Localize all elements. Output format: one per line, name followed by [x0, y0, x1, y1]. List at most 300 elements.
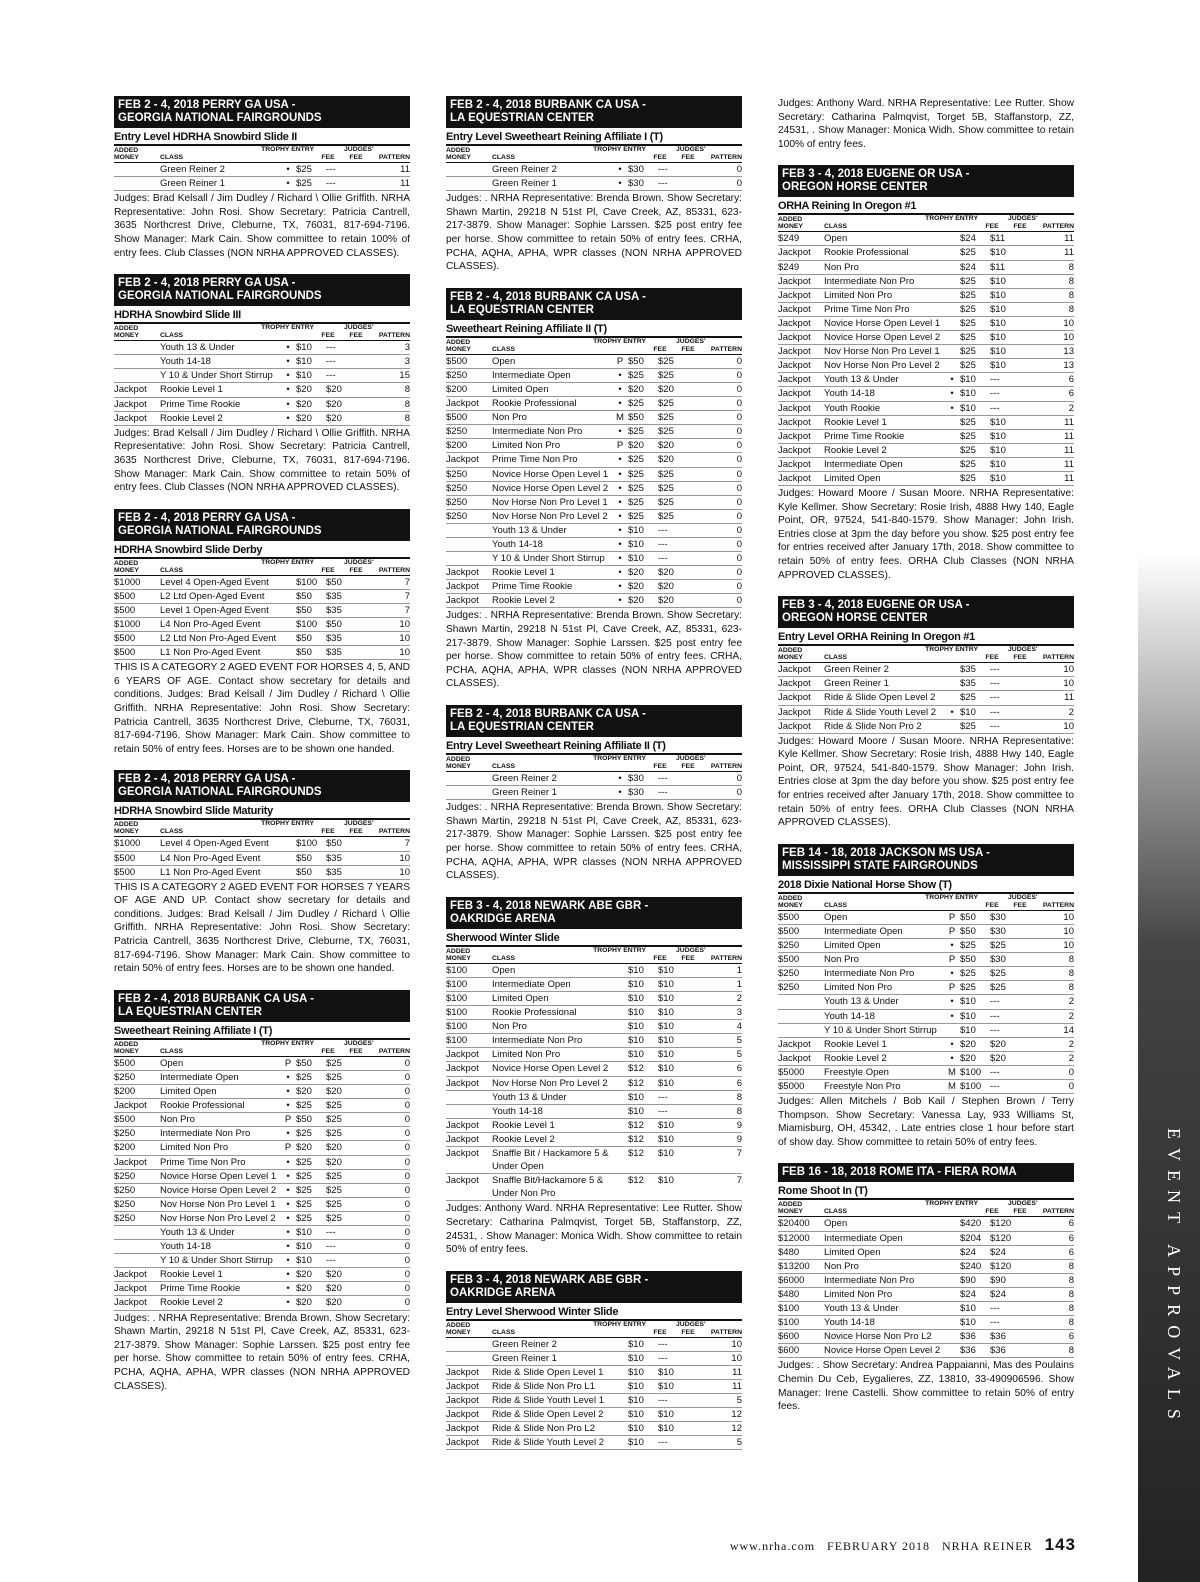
table-row	[778, 1274, 1074, 1288]
pattern-number: 3	[736, 1007, 742, 1019]
table-row	[446, 425, 742, 439]
added-money: Jackpot	[446, 581, 479, 593]
table-row	[778, 911, 1074, 925]
pattern-number: 0	[404, 1128, 410, 1140]
trophy-mark: P	[284, 1057, 292, 1069]
trophy-mark	[948, 1274, 956, 1287]
judges-label: JUDGES'	[676, 337, 706, 345]
table-row	[114, 1198, 410, 1212]
entry-fee: $10	[628, 1352, 644, 1364]
event-block	[778, 165, 1074, 582]
trophy-entry-label	[261, 559, 314, 566]
trophy-label: TROPHY	[593, 946, 622, 954]
page-footer	[730, 1535, 1076, 1555]
trophy-mark	[616, 992, 624, 1005]
pattern-number: 8	[1068, 1345, 1074, 1357]
event-details: Judges: . NRHA Representative: Brenda Brown. Show Secretary: Shawn Martin, 29218 N 51st Pl, Cave Creek, AZ, 85331, 623-217-3879. Show Manager: Sophie Larssen. $25 post entry fee per horse. Show committee to retain 50% of entry fees. CRHA, PCHA, AQHA, APHA, WPR classes (NON NRHA APPROVED CLASSES).	[446, 802, 742, 882]
judges-fee: $35	[326, 604, 342, 616]
pattern-number: 3	[404, 342, 410, 354]
col-entry-fee: FEE	[653, 154, 667, 161]
judges-fee: ---	[990, 402, 1000, 414]
pattern-number: 6	[1068, 388, 1074, 400]
trophy-mark	[616, 978, 624, 991]
trophy-mark: P	[948, 954, 956, 966]
judges-fee: ---	[990, 678, 1000, 690]
class-label: CLASS	[160, 1047, 184, 1055]
pattern-number: 0	[404, 1100, 410, 1112]
added-money: Jackpot	[778, 247, 811, 259]
pattern-number: 10	[399, 866, 410, 878]
entry-fee: $10	[628, 1409, 644, 1421]
event-date-location: FEB 3 - 4, 2018 NEWARK ABE GBR -	[450, 899, 649, 912]
pattern-number: 7	[404, 590, 410, 602]
trophy-mark: •	[286, 1071, 290, 1083]
trophy-mark	[948, 1288, 956, 1301]
class-label: CLASS	[160, 828, 184, 836]
entry-fee: $25	[960, 303, 976, 315]
table-row	[446, 482, 742, 496]
trophy-mark	[948, 444, 956, 457]
added-money: $100	[446, 978, 468, 990]
table-header	[114, 557, 410, 576]
pattern-number: 0	[736, 496, 742, 508]
pattern-number: 9	[736, 1119, 742, 1131]
trophy-mark	[948, 1217, 956, 1230]
judges-fee: $24	[990, 1288, 1006, 1300]
trophy-mark	[948, 303, 956, 316]
pattern-number: 14	[1063, 1024, 1074, 1036]
event-venue: GEORGIA NATIONAL FAIRGROUNDS	[118, 786, 322, 799]
event-details: Judges: Brad Kelsall / Jim Dudley / Richard \ Ollie Griffith. NRHA Representative: John Rosi. Show Secretary: Patricia Cantrell, 3635 Northcrest Drive, Cleburne, TX, 76031, 817-694-7196. Show Manager: Mark Cain. Show committee to retain 100% of entry fees. Club Classes (NON NRHA APPROVED CLASSES).	[114, 193, 410, 259]
col-added-money	[778, 647, 824, 661]
table-row	[446, 1408, 742, 1422]
entry-fee: $24	[960, 261, 976, 273]
col-class	[160, 558, 314, 574]
added-money	[778, 1010, 824, 1023]
added-money: $250	[114, 1128, 136, 1140]
class-name: Youth 13 & Under	[824, 374, 899, 386]
judges-fee: ---	[990, 1303, 1000, 1314]
class-name: Y 10 & Under Short Stirrup	[160, 1255, 273, 1267]
table-row	[778, 472, 1074, 486]
event-header	[114, 770, 410, 802]
judges-fee: $25	[658, 355, 674, 367]
entry-fee: $25	[628, 426, 644, 438]
judges-fee: ---	[658, 1105, 668, 1117]
footer-url[interactable]: www.nrha.com	[729, 1539, 816, 1553]
class-name: Ride & Slide Youth Level 2	[824, 706, 936, 718]
table-row	[114, 383, 410, 397]
added-money	[114, 369, 160, 382]
table-row	[114, 604, 410, 618]
class-name: Open	[492, 355, 516, 367]
added-money: $600	[778, 1345, 800, 1357]
added-label: ADDED	[446, 1321, 471, 1329]
trophy-mark: •	[950, 402, 954, 414]
trophy-entry-label	[925, 646, 978, 653]
added-label: ADDED	[114, 1040, 139, 1048]
class-name: Green Reiner 2	[492, 773, 557, 784]
table-row	[446, 1174, 742, 1201]
trophy-mark: •	[618, 787, 622, 799]
judges-fee: ---	[658, 538, 668, 550]
table-row	[778, 953, 1074, 967]
trophy-mark: •	[618, 553, 622, 565]
trophy-mark: •	[286, 1226, 290, 1238]
pattern-number: 0	[404, 1198, 410, 1210]
class-name: Intermediate Open	[824, 458, 903, 470]
entry-fee: $25	[296, 1184, 312, 1196]
added-money: $500	[114, 647, 136, 659]
judges-fee: $25	[326, 1170, 342, 1182]
class-name: Youth 14-18	[492, 538, 543, 550]
entry-fee: $35	[960, 678, 976, 690]
col-entry-fee: FEE	[985, 1208, 999, 1216]
pattern-number: 1	[736, 978, 742, 990]
table-row	[778, 1066, 1074, 1080]
table-row	[778, 1316, 1074, 1330]
entry-fee: $25	[628, 369, 644, 381]
col-added-money	[446, 1322, 492, 1336]
footer-publication: NRHA REINER	[941, 1539, 1033, 1553]
judges-fee: $10	[990, 430, 1006, 442]
judges-label: JUDGES'	[1008, 215, 1038, 223]
entry-fee: $10	[628, 538, 644, 550]
class-name: Limited Non Pro	[492, 1049, 561, 1061]
table-row	[114, 1156, 410, 1170]
trophy-mark	[948, 458, 956, 471]
judges-fee: $10	[990, 275, 1006, 287]
judges-fee: $20	[326, 1297, 342, 1309]
added-money: Jackpot	[446, 1395, 479, 1407]
table-header	[446, 1319, 742, 1338]
class-name: Youth 13 & Under	[160, 1226, 235, 1238]
table-row	[778, 677, 1074, 691]
table-row	[446, 1034, 742, 1048]
col-class	[824, 646, 978, 662]
event-venue: OREGON HORSE CENTER	[782, 612, 928, 625]
judges-fee: ---	[990, 1317, 1000, 1329]
judges-fee: $25	[990, 940, 1006, 952]
class-name: Nov Horse Non Pro Level 2	[492, 510, 608, 522]
table-row	[114, 1240, 410, 1254]
judges-label: JUDGES'	[344, 146, 374, 153]
table-row	[446, 1077, 742, 1091]
pattern-number: 5	[736, 1049, 742, 1061]
judges-fee: $50	[326, 618, 342, 630]
class-name: Y 10 & Under Short Stirrup	[492, 553, 605, 565]
col-judges-fee	[342, 1039, 374, 1055]
fee-label: FEE	[681, 1328, 695, 1336]
event-block	[114, 770, 410, 975]
entry-label: ENTRY	[291, 558, 314, 566]
table-row	[114, 355, 410, 369]
pattern-number: 5	[736, 1395, 742, 1407]
event-venue: GEORGIA NATIONAL FAIRGROUNDS	[118, 290, 322, 303]
entry-fee: $50	[296, 1057, 312, 1069]
judges-fee: $30	[990, 911, 1006, 923]
added-money: Jackpot	[778, 678, 811, 690]
trophy-mark	[284, 837, 292, 850]
trophy-label: TROPHY	[593, 1320, 622, 1328]
judges-fee: $25	[658, 398, 674, 410]
table-row	[778, 1330, 1074, 1344]
pattern-number: 0	[404, 1184, 410, 1196]
pattern-number: 11	[1064, 692, 1074, 704]
col-pattern: PATTERN	[710, 763, 742, 770]
table-row	[114, 590, 410, 604]
table-row	[114, 866, 410, 880]
pattern-number: 0	[736, 178, 742, 190]
judges-fee: ---	[658, 164, 668, 175]
entry-fee: $20	[296, 1283, 312, 1295]
judges-fee: $11	[990, 233, 1006, 245]
judges-fee: $20	[658, 383, 674, 395]
judges-fee: $10	[658, 1147, 674, 1159]
judges-fee: $36	[990, 1331, 1006, 1343]
added-label: ADDED	[446, 947, 471, 955]
pattern-number: 0	[404, 1170, 410, 1182]
table-row	[446, 177, 742, 191]
event-title: ORHA Reining In Oregon #1	[778, 200, 917, 213]
added-label: ADDED	[114, 559, 139, 567]
table-row	[778, 402, 1074, 416]
added-money: $100	[446, 1021, 468, 1033]
money-label: MONEY	[446, 154, 471, 161]
class-name: Non Pro	[824, 954, 859, 966]
col-class	[492, 755, 646, 770]
class-name: Rookie Level 2	[492, 595, 555, 607]
entry-fee: $50	[296, 647, 312, 659]
class-name: Youth Rookie	[824, 402, 881, 414]
col-pattern: PATTERN	[710, 1328, 742, 1336]
entry-fee: $30	[628, 164, 644, 175]
table-row	[446, 786, 742, 800]
sidebar-label: EVENT APPROVALS	[1164, 1128, 1184, 1428]
entry-fee: $10	[960, 1303, 976, 1314]
class-label: CLASS	[160, 566, 184, 574]
entry-fee: $100	[960, 1066, 982, 1078]
added-money: $500	[446, 355, 468, 367]
judges-fee: $10	[658, 1077, 674, 1089]
entry-label: ENTRY	[291, 324, 314, 332]
col-added-money	[446, 948, 492, 962]
added-money	[114, 341, 160, 354]
pattern-number: 11	[732, 1366, 742, 1378]
trophy-mark: P	[284, 1142, 292, 1154]
entry-fee: $10	[628, 524, 644, 536]
pattern-number: 0	[736, 468, 742, 480]
table-row	[114, 1282, 410, 1296]
table-row	[114, 1226, 410, 1240]
class-name: Ride & Slide Non Pro 2	[824, 720, 922, 732]
pattern-number: 8	[404, 398, 410, 410]
judges-fee: $25	[326, 1184, 342, 1196]
added-money: Jackpot	[114, 1283, 147, 1295]
pattern-number: 0	[736, 164, 742, 175]
fee-label: FEE	[349, 828, 363, 836]
added-money: $250	[114, 1170, 136, 1182]
entry-fee: $10	[628, 1381, 644, 1392]
col-judges-fee	[1006, 646, 1038, 662]
judges-fee: $120	[990, 1232, 1012, 1244]
judges-fee: $10	[658, 1175, 674, 1187]
trophy-mark	[616, 1408, 624, 1421]
added-money: $5000	[778, 1080, 805, 1092]
added-money: Jackpot	[446, 1063, 479, 1075]
trophy-entry-label	[593, 338, 646, 345]
event-title: HDRHA Snowbird Slide Maturity	[114, 805, 273, 818]
table-row	[446, 1119, 742, 1133]
trophy-mark	[616, 1380, 624, 1393]
entry-fee: $20	[628, 567, 644, 579]
trophy-label: TROPHY	[261, 1039, 290, 1047]
table-row	[778, 939, 1074, 953]
table-row	[446, 1020, 742, 1034]
trophy-mark	[948, 691, 956, 704]
event-title: Sweetheart Reining Affiliate I (T)	[114, 1024, 273, 1037]
class-label: CLASS	[160, 332, 184, 340]
trophy-mark: •	[618, 524, 622, 536]
class-label: CLASS	[492, 763, 516, 770]
judges-fee: $20	[326, 1269, 342, 1281]
trophy-mark: •	[950, 388, 954, 400]
pattern-number: 0	[404, 1142, 410, 1154]
entry-fee: $30	[628, 787, 644, 799]
pattern-number: 6	[1068, 1331, 1074, 1343]
judges-fee: ---	[658, 553, 668, 565]
judges-fee: $20	[658, 595, 674, 607]
money-label: MONEY	[114, 828, 139, 836]
added-money: $249	[778, 261, 800, 273]
entry-fee: $100	[296, 838, 318, 850]
judges-fee: ---	[326, 1241, 336, 1253]
trophy-mark	[284, 618, 292, 631]
trophy-mark	[948, 416, 956, 429]
event-header	[114, 509, 410, 541]
added-label: ADDED	[114, 147, 139, 154]
pattern-number: 0	[736, 355, 742, 367]
judges-fee: $10	[990, 472, 1006, 484]
table-row	[446, 163, 742, 177]
judges-fee: $10	[658, 1381, 674, 1392]
added-money: Jackpot	[778, 388, 811, 400]
class-name: Limited Open	[824, 1246, 881, 1258]
class-name: Non Pro	[160, 1114, 195, 1126]
judges-fee: $10	[990, 360, 1006, 372]
table-row	[114, 1099, 410, 1113]
judges-label: JUDGES'	[1008, 1200, 1038, 1208]
event-block	[446, 705, 742, 883]
col-judges-fee	[1006, 1200, 1038, 1216]
money-label: MONEY	[114, 1047, 139, 1055]
judges-fee: $35	[326, 647, 342, 659]
trophy-mark: •	[286, 1241, 290, 1253]
entry-fee: $25	[960, 444, 976, 456]
class-name: Youth 13 & Under	[824, 996, 899, 1008]
money-label: MONEY	[778, 223, 803, 231]
added-money	[446, 1091, 492, 1104]
event-block	[778, 844, 1074, 1150]
event-title: Sherwood Winter Slide	[446, 931, 560, 944]
pattern-number: 0	[736, 412, 742, 424]
col-class	[160, 820, 314, 836]
table-row	[114, 1184, 410, 1198]
entry-fee: $10	[960, 706, 976, 718]
added-money: $100	[446, 964, 468, 976]
class-name: Ride & Slide Open Level 1	[492, 1366, 604, 1378]
trophy-mark: •	[618, 510, 622, 522]
entry-fee: $10	[960, 1317, 976, 1329]
trophy-mark: •	[618, 426, 622, 438]
judges-fee: $25	[658, 510, 674, 522]
trophy-mark	[948, 663, 956, 676]
pattern-number: 4	[736, 1021, 742, 1033]
added-label: ADDED	[446, 147, 471, 154]
class-name: Rookie Level 2	[492, 1133, 555, 1145]
col-pattern: PATTERN	[378, 566, 410, 574]
table-row	[778, 458, 1074, 472]
entry-fee: $25	[960, 416, 976, 428]
judges-fee: ---	[990, 664, 1000, 676]
added-money: Jackpot	[114, 1269, 147, 1281]
table-row	[114, 1127, 410, 1141]
trophy-mark	[948, 275, 956, 288]
table-row	[778, 1010, 1074, 1024]
money-label: MONEY	[778, 654, 803, 662]
added-money: $250	[114, 1212, 136, 1224]
pattern-number: 0	[404, 1269, 410, 1281]
table-row	[446, 1133, 742, 1147]
class-name: Youth 14-18	[492, 1105, 543, 1117]
judges-fee: $10	[658, 992, 674, 1004]
pattern-number: 10	[1063, 911, 1074, 923]
pattern-number: 10	[1063, 940, 1074, 952]
class-name: Nov Horse Non Pro Level 2	[492, 1077, 608, 1089]
pattern-number: 12	[731, 1423, 742, 1435]
added-money: $500	[114, 1057, 136, 1069]
entry-fee: $25	[296, 1212, 312, 1224]
judges-fee: ---	[326, 1255, 336, 1267]
added-label: ADDED	[778, 894, 803, 902]
table-row	[778, 981, 1074, 995]
trophy-mark: •	[618, 398, 622, 410]
trophy-label: TROPHY	[261, 324, 290, 332]
added-money: $200	[114, 1142, 136, 1154]
col-judges-fee	[674, 755, 706, 770]
class-name: Rookie Professional	[824, 247, 909, 259]
money-label: MONEY	[446, 763, 471, 770]
entry-fee: $12	[628, 1077, 644, 1089]
table-row	[446, 992, 742, 1006]
event-date-location: FEB 2 - 4, 2018 BURBANK CA USA -	[450, 290, 646, 303]
class-name: Limited Open	[824, 940, 881, 952]
trophy-mark	[616, 1119, 624, 1132]
entry-fee: $25	[628, 454, 644, 466]
trophy-entry-label	[593, 947, 646, 954]
pattern-number: 0	[736, 440, 742, 452]
pattern-number: 0	[736, 482, 742, 494]
added-money	[114, 355, 160, 368]
judges-fee: $20	[990, 1052, 1006, 1064]
pattern-number: 7	[736, 1175, 742, 1187]
trophy-mark	[948, 1232, 956, 1245]
entry-fee: $10	[960, 374, 976, 386]
trophy-mark: •	[950, 940, 954, 952]
event-title: Entry Level ORHA Reining In Oregon #1	[778, 631, 975, 644]
event-header	[114, 274, 410, 306]
trophy-mark: •	[618, 164, 622, 175]
